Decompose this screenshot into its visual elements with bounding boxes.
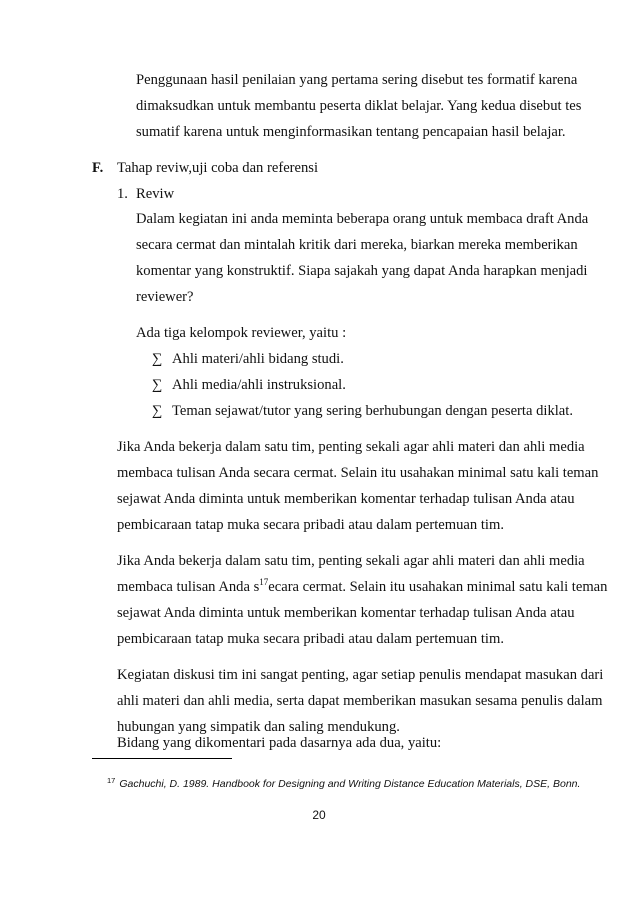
text-fragment: membaca tulisan Anda s — [117, 579, 260, 595]
item-line: komentar yang konstruktif. Siapa sajakah yang dapat Anda harapkan menjadi — [136, 263, 588, 279]
bullet-item: Ahli materi/ahli bidang studi. — [172, 351, 344, 367]
paragraph-line: ahli materi dan ahli media, serta dapat memberikan masukan sesama penulis dalam — [117, 693, 603, 709]
footnote-text: Gachuchi, D. 1989. Handbook for Designing and Writing Distance Education Materials, DSE, Bonn. — [119, 778, 581, 790]
bullet-symbol: ∑ — [152, 377, 163, 393]
bullet-item: Teman sejawat/tutor yang sering berhubungan dengan peserta diklat. — [172, 403, 573, 419]
paragraph-line: pembicaraan tatap muka secara pribadi atau dalam pertemuan tim. — [117, 517, 504, 533]
section-letter: F. — [92, 160, 104, 176]
footnote-number: 17 — [107, 776, 116, 785]
paragraph-line: sejawat Anda diminta untuk memberikan komentar terhadap tulisan Anda atau — [117, 605, 575, 621]
paragraph-line: Jika Anda bekerja dalam satu tim, penting sekali agar ahli materi dan ahli media — [117, 553, 585, 569]
paragraph-line-with-footnote — [117, 577, 608, 595]
page-number: 20 — [312, 808, 326, 822]
text-fragment: ecara cermat. Selain itu usahakan minimal satu kali teman — [268, 579, 608, 595]
item-title: Reviw — [136, 186, 175, 202]
intro-line: dimaksudkan untuk membantu peserta diklat belajar. Yang kedua disebut tes — [136, 98, 582, 114]
paragraph-line: Jika Anda bekerja dalam satu tim, penting sekali agar ahli materi dan ahli media — [117, 439, 585, 455]
bullet-symbol: ∑ — [152, 351, 163, 367]
bullet-symbol: ∑ — [152, 403, 163, 419]
intro-line: Penggunaan hasil penilaian yang pertama sering disebut tes formatif karena — [136, 72, 578, 88]
intro-line: sumatif karena untuk menginformasikan tentang pencapaian hasil belajar. — [136, 124, 566, 140]
groups-intro: Ada tiga kelompok reviewer, yaitu : — [136, 325, 347, 341]
item-number: 1. — [117, 186, 128, 202]
bullet-item: Ahli media/ahli instruksional. — [172, 377, 346, 393]
paragraph-line: Bidang yang dikomentari pada dasarnya ada dua, yaitu: — [117, 735, 442, 751]
paragraph-line: Kegiatan diskusi tim ini sangat penting, agar setiap penulis mendapat masukan dari — [117, 667, 604, 683]
paragraph-line: hubungan yang simpatik dan saling mendukung. — [117, 719, 400, 735]
section-title: Tahap reviw,uji coba dan referensi — [117, 160, 319, 176]
footnote-divider — [92, 758, 232, 759]
item-line: secara cermat dan mintalah kritik dari mereka, biarkan mereka memberikan — [136, 237, 578, 253]
paragraph-line: membaca tulisan Anda secara cermat. Selain itu usahakan minimal satu kali teman — [117, 465, 599, 481]
paragraph-line: sejawat Anda diminta untuk memberikan komentar terhadap tulisan Anda atau — [117, 491, 575, 507]
item-line: Dalam kegiatan ini anda meminta beberapa orang untuk membaca draft Anda — [136, 211, 589, 227]
footnote — [107, 778, 580, 790]
footnote-reference[interactable]: 17 — [259, 577, 269, 587]
item-line: reviewer? — [136, 289, 194, 305]
paragraph-line: pembicaraan tatap muka secara pribadi atau dalam pertemuan tim. — [117, 631, 504, 647]
